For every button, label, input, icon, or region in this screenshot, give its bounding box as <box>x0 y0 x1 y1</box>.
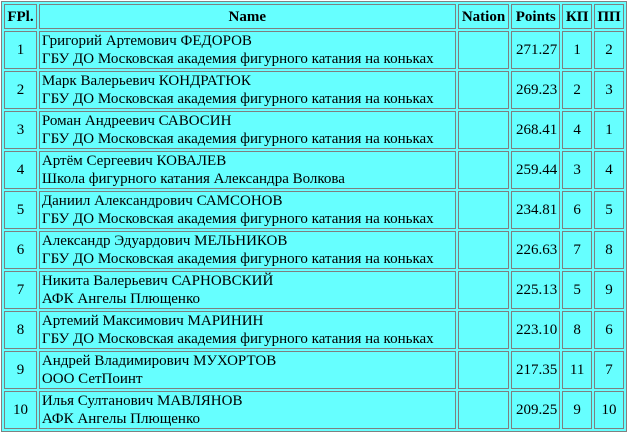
points-cell: 225.13 <box>511 271 560 309</box>
table-row <box>4 271 624 309</box>
short-program-rank-cell: 11 <box>562 351 592 389</box>
table-row <box>4 111 624 149</box>
table-row <box>4 71 624 109</box>
skater-name: Григорий Артемович ФЕДОРОВ <box>41 33 252 49</box>
skater-club: ГБУ ДО Московская академия фигурного катания на коньках <box>41 211 434 227</box>
place-cell: 10 <box>4 391 37 429</box>
table-row <box>4 151 624 189</box>
header-free-skating: ПП <box>594 4 624 29</box>
short-program-rank-cell: 2 <box>562 71 592 109</box>
skater-cell <box>39 111 456 149</box>
header-points: Points <box>511 4 560 29</box>
points-cell: 269.23 <box>511 71 560 109</box>
skater-name: Даниил Александрович САМСОНОВ <box>41 193 283 209</box>
skater-club: Школа фигурного катания Александра Волкова <box>41 171 345 187</box>
skater-name: Никита Валерьевич САРНОВСКИЙ <box>41 273 274 289</box>
nation-cell <box>458 391 510 429</box>
header-nation: Nation <box>458 4 510 29</box>
skater-club: АФК Ангелы Плющенко <box>41 411 200 427</box>
skater-club: ГБУ ДО Московская академия фигурного катания на коньках <box>41 91 434 107</box>
points-cell: 226.63 <box>511 231 560 269</box>
skater-name: Андрей Владимирович МУХОРТОВ <box>41 353 277 369</box>
skater-cell <box>39 271 456 309</box>
skater-cell <box>39 351 456 389</box>
free-skating-rank-cell: 5 <box>594 191 624 229</box>
place-cell: 2 <box>4 71 37 109</box>
nation-cell <box>458 71 510 109</box>
skater-name: Артём Сергеевич КОВАЛЕВ <box>41 153 227 169</box>
nation-cell <box>458 151 510 189</box>
place-cell: 8 <box>4 311 37 349</box>
skater-club: ГБУ ДО Московская академия фигурного катания на коньках <box>41 51 434 67</box>
skater-cell <box>39 391 456 429</box>
skater-club: ГБУ ДО Московская академия фигурного катания на коньках <box>41 331 434 347</box>
skater-name: Артемий Максимович МАРИНИН <box>41 313 264 329</box>
skater-club: ГБУ ДО Московская академия фигурного катания на коньках <box>41 251 434 267</box>
short-program-rank-cell: 6 <box>562 191 592 229</box>
points-cell: 259.44 <box>511 151 560 189</box>
place-cell: 1 <box>4 31 37 69</box>
short-program-rank-cell: 4 <box>562 111 592 149</box>
header-row <box>4 4 624 29</box>
results-body <box>4 31 624 429</box>
skater-cell <box>39 151 456 189</box>
table-row <box>4 391 624 429</box>
table-row <box>4 191 624 229</box>
free-skating-rank-cell: 4 <box>594 151 624 189</box>
free-skating-rank-cell: 8 <box>594 231 624 269</box>
nation-cell <box>458 231 510 269</box>
skater-club: ГБУ ДО Московская академия фигурного катания на коньках <box>41 131 434 147</box>
results-container <box>1 1 627 432</box>
skater-cell <box>39 311 456 349</box>
table-row <box>4 351 624 389</box>
points-cell: 223.10 <box>511 311 560 349</box>
short-program-rank-cell: 5 <box>562 271 592 309</box>
short-program-rank-cell: 1 <box>562 31 592 69</box>
skater-name: Марк Валерьевич КОНДРАТЮК <box>41 73 251 89</box>
nation-cell <box>458 271 510 309</box>
free-skating-rank-cell: 2 <box>594 31 624 69</box>
points-cell: 271.27 <box>511 31 560 69</box>
free-skating-rank-cell: 9 <box>594 271 624 309</box>
points-cell: 217.35 <box>511 351 560 389</box>
skater-name: Александр Эдуардович МЕЛЬНИКОВ <box>41 233 288 249</box>
results-table <box>1 1 627 432</box>
free-skating-rank-cell: 1 <box>594 111 624 149</box>
place-cell: 4 <box>4 151 37 189</box>
points-cell: 268.41 <box>511 111 560 149</box>
short-program-rank-cell: 9 <box>562 391 592 429</box>
header-short-program: КП <box>562 4 592 29</box>
points-cell: 209.25 <box>511 391 560 429</box>
header-name: Name <box>39 4 456 29</box>
short-program-rank-cell: 7 <box>562 231 592 269</box>
table-row <box>4 31 624 69</box>
nation-cell <box>458 31 510 69</box>
table-row <box>4 231 624 269</box>
place-cell: 3 <box>4 111 37 149</box>
free-skating-rank-cell: 10 <box>594 391 624 429</box>
skater-cell <box>39 71 456 109</box>
points-cell: 234.81 <box>511 191 560 229</box>
skater-club: АФК Ангелы Плющенко <box>41 291 200 307</box>
skater-club: ООО СетПоинт <box>41 371 143 387</box>
free-skating-rank-cell: 7 <box>594 351 624 389</box>
place-cell: 7 <box>4 271 37 309</box>
nation-cell <box>458 351 510 389</box>
header-place: FPl. <box>4 4 37 29</box>
free-skating-rank-cell: 6 <box>594 311 624 349</box>
skater-cell <box>39 231 456 269</box>
place-cell: 5 <box>4 191 37 229</box>
nation-cell <box>458 111 510 149</box>
skater-cell <box>39 191 456 229</box>
skater-cell <box>39 31 456 69</box>
table-row <box>4 311 624 349</box>
free-skating-rank-cell: 3 <box>594 71 624 109</box>
skater-name: Роман Андреевич САВОСИН <box>41 113 232 129</box>
nation-cell <box>458 191 510 229</box>
place-cell: 9 <box>4 351 37 389</box>
place-cell: 6 <box>4 231 37 269</box>
nation-cell <box>458 311 510 349</box>
short-program-rank-cell: 8 <box>562 311 592 349</box>
short-program-rank-cell: 3 <box>562 151 592 189</box>
skater-name: Илья Султанович МАВЛЯНОВ <box>41 393 243 409</box>
